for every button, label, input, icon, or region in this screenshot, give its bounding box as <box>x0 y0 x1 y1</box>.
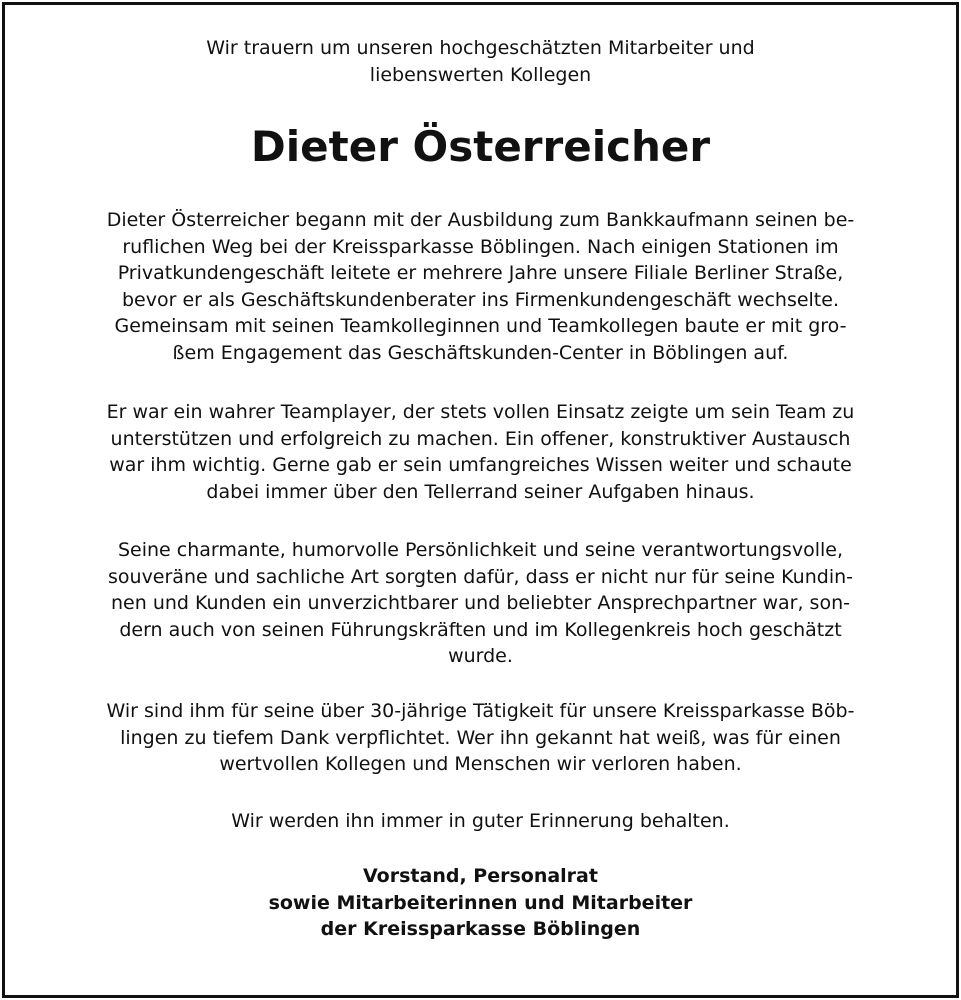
intro-text <box>5 35 956 89</box>
text-line: war ihm wichtig. Gerne gab er sein umfangreiches Wissen weiter und schaute <box>109 454 852 477</box>
paragraph-remembrance <box>55 808 906 835</box>
text-line: Wir werden ihn immer in guter Erinnerung behalten. <box>231 810 730 832</box>
intro-line: liebenswerten Kollegen <box>369 64 592 86</box>
text-line: Gemeinsam mit seinen Teamkolleginnen und Teamkollegen baute er mit gro- <box>114 315 847 338</box>
notice-border <box>2 2 959 998</box>
paragraph-personality <box>55 537 906 670</box>
paragraph-career <box>55 207 906 367</box>
text-line: Wir sind ihm für seine über 30-jährige Tätigkeit für unsere Kreissparkasse Böb- <box>106 700 855 722</box>
text-line: wurde. <box>448 645 513 668</box>
text-line: bevor er als Geschäftskundenberater ins Firmenkundengeschäft wechselte. <box>122 288 839 311</box>
text-line: dern auch von seinen Führungskräften und im Kollegenkreis hoch geschätzt <box>119 618 842 641</box>
text-line: unterstützen und erfolgreich zu machen. Ein offener, konstruktiver Austausch <box>110 427 851 450</box>
text-line: lingen zu tiefem Dank verpflichtet. Wer ihn gekannt hat weiß, was für einen <box>120 726 841 749</box>
text-line: ßem Engagement das Geschäftskunden-Center in Böblingen auf. <box>172 341 789 364</box>
text-line: Privatkundengeschäft leitete er mehrere Jahre unsere Filiale Berliner Straße, <box>117 262 844 285</box>
obituary-notice <box>5 5 956 995</box>
signature-line: der Kreissparkasse Böblingen <box>320 918 641 941</box>
text-line: nen und Kunden ein unverzichtbarer und beliebter Ansprechpartner war, son- <box>111 592 850 615</box>
text-line: Dieter Österreicher begann mit der Ausbildung zum Bankkaufmann seinen be- <box>106 209 855 231</box>
paragraph-teamplayer <box>55 399 906 505</box>
signature-block <box>5 863 956 943</box>
paragraph-gratitude <box>55 698 906 778</box>
text-line: dabei immer über den Tellerrand seiner Aufgaben hinaus. <box>206 480 755 503</box>
text-line: Er war ein wahrer Teamplayer, der stets vollen Einsatz zeigte um sein Team zu <box>106 401 855 423</box>
text-line: wertvollen Kollegen und Menschen wir verloren haben. <box>219 753 742 776</box>
intro-line: Wir trauern um unseren hochgeschätzten Mitarbeiter und <box>206 37 755 59</box>
text-line: Seine charmante, humorvolle Persönlichkeit und seine verantwortungsvolle, <box>117 539 843 561</box>
deceased-name: Dieter Österreicher <box>250 122 711 171</box>
text-line: souveräne und sachliche Art sorgten dafür, dass er nicht nur für seine Kundin- <box>108 565 853 588</box>
text-line: ruflichen Weg bei der Kreissparkasse Böblingen. Nach einigen Stationen im <box>122 235 839 258</box>
signature-line: sowie Mitarbeiterinnen und Mitarbeiter <box>268 891 693 914</box>
signature-line: Vorstand, Personalrat <box>363 865 598 887</box>
